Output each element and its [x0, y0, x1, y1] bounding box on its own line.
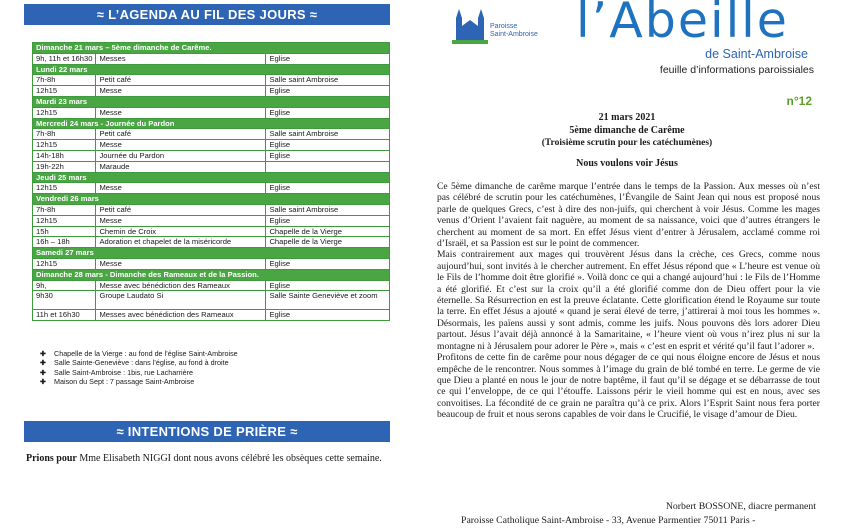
agenda-item-row [33, 310, 390, 321]
agenda-day-label: Samedi 27 mars [33, 248, 390, 259]
agenda-day-row [33, 248, 390, 259]
agenda-item-row [33, 86, 390, 97]
agenda-time: 7h-8h [33, 204, 96, 215]
agenda-item-row [33, 258, 390, 269]
agenda-day-row [33, 194, 390, 205]
agenda-item-row [33, 129, 390, 140]
location-note-text: Maison du Sept : 7 passage Saint-Ambroise [54, 377, 195, 387]
agenda-day-label: Mercredi 24 mars - Journée du Pardon [33, 118, 390, 129]
agenda-item-row [33, 150, 390, 161]
article-scrutin: (Troisième scrutin pour les catéchumènes) [541, 138, 713, 148]
article-heading: Nous voulons voir Jésus [576, 158, 678, 169]
agenda-banner: ≈ L’AGENDA AU FIL DES JOURS ≈ [24, 4, 390, 25]
agenda-place: Eglise [266, 310, 390, 321]
location-note [40, 349, 238, 358]
article-date: 21 mars 2021 [598, 112, 656, 123]
agenda-item-row [33, 237, 390, 248]
agenda-place: Eglise [266, 215, 390, 226]
agenda-item-row [33, 161, 390, 172]
agenda-place: Salle Sainte Geneviève et zoom [266, 291, 390, 310]
agenda-event: Messe [96, 107, 266, 118]
newsletter-tagline: feuille d’informations paroissiales [659, 64, 814, 76]
agenda-event: Messe [96, 140, 266, 151]
agenda-place: Eglise [266, 140, 390, 151]
signature: Norbert BOSSONE, diacre permanent [665, 501, 816, 512]
agenda-item-row [33, 183, 390, 194]
agenda-event: Adoration et chapelet de la miséricorde [96, 237, 266, 248]
agenda-time: 12h15 [33, 215, 96, 226]
paragraph: Profitons de cette fin de carême pour nous dégager de ce qui nous éloigne encore de Jésus et nous empêche de le rencontrer. Nous sommes à l’image du grain de blé tombé en terre. Le germe de vie que Dieu a planté en nous le jour de notre baptême, il faut qu’il se dégage et se débarrasse de tout ce qui l’enveloppe, de ce qui l’étouffe. Laissons périr le vieil homme qui est en nous, avec ses convoitises. La fécondité de ce grain ne paraîtra qu’à ce prix. Alors l’Esprit Saint nous fera porter beaucoup de fruit et nous serons capables de voir dans le Crucifié, le visage d’amour de Dieu. [437, 352, 820, 421]
location-note-text: Salle Sainte-Geneviève : dans l’église, au fond à droite [54, 358, 229, 368]
agenda-place: Eglise [266, 150, 390, 161]
agenda-day-label: Lundi 22 mars [33, 64, 390, 75]
agenda-event: Messes [96, 53, 266, 64]
agenda-event: Petit café [96, 129, 266, 140]
agenda-event: Maraude [96, 161, 266, 172]
agenda-item-row [33, 291, 390, 310]
agenda-time: 14h-18h [33, 150, 96, 161]
intentions-banner: ≈ INTENTIONS DE PRIÈRE ≈ [24, 421, 390, 442]
agenda-time: 15h [33, 226, 96, 237]
agenda-place: Eglise [266, 280, 390, 291]
agenda-item-row [33, 226, 390, 237]
agenda-day-label: Dimanche 28 mars - Dimanche des Rameaux et de la Passion. [33, 269, 390, 280]
agenda-day-label: Vendredi 26 mars [33, 194, 390, 205]
agenda-time: 12h15 [33, 183, 96, 194]
agenda-event: Messe [96, 183, 266, 194]
agenda-place: Salle saint Ambroise [266, 204, 390, 215]
agenda-time: 12h15 [33, 86, 96, 97]
agenda-time: 19h-22h [33, 161, 96, 172]
agenda-place: Eglise [266, 183, 390, 194]
issue-number: n°12 [786, 94, 812, 108]
cross-bullet-icon: ✚ [40, 358, 47, 368]
footer-address: Paroisse Catholique Saint-Ambroise - 33, Avenue Parmentier 75011 Paris - [461, 515, 756, 526]
location-note [40, 377, 238, 386]
agenda-event: Petit café [96, 75, 266, 86]
agenda-place [266, 161, 390, 172]
agenda-place: Salle saint Ambroise [266, 75, 390, 86]
prayer-text: Mme Elisabeth NIGGI dont nous avons célébré les obsèques cette semaine. [76, 453, 382, 464]
agenda-event: Messe [96, 258, 266, 269]
prayer-intention [26, 452, 390, 465]
location-note-text: Chapelle de la Vierge : au fond de l’église Saint-Ambroise [54, 349, 238, 358]
location-note [40, 368, 238, 377]
agenda-place: Eglise [266, 107, 390, 118]
agenda-event: Chemin de Croix [96, 226, 266, 237]
agenda-time: 9h, 11h et 16h30 [33, 53, 96, 64]
agenda-time: 12h15 [33, 107, 96, 118]
newsletter-subtitle: de Saint-Ambroise [705, 47, 808, 61]
article-body [437, 181, 820, 421]
agenda-table [32, 42, 390, 321]
newsletter-title: l’Abeille [576, 0, 789, 49]
agenda-place: Chapelle de la Vierge [266, 226, 390, 237]
agenda-event: Messe avec bénédiction des Rameaux [96, 280, 266, 291]
paragraph: Ce 5ème dimanche de carême marque l’entrée dans le temps de la Passion. Aux messes où n’est pas célébré de scrutin pour les catéchumènes, l’Évangile de Saint Jean qui nous est proposé nous parle de quelques Grecs, c’est à dire des non-juifs, qui cherchent à voir Jésus. Comme les mages venus d’Orient l’avaient fait naguère, au moment de sa naissance, voici que d’autres étrangers le cherchent au moment de sa mort. En effet Jésus vient d’entrer à Jérusalem, acclamé comme roi d’Israël, et sa Passion est sur le point de commencer. [437, 181, 820, 250]
agenda-day-row [33, 64, 390, 75]
agenda-time: 12h15 [33, 258, 96, 269]
prayer-lead: Prions pour [26, 453, 77, 464]
agenda-event: Messe [96, 86, 266, 97]
cross-bullet-icon: ✚ [40, 377, 47, 387]
agenda-day-row [33, 172, 390, 183]
agenda-day-row [33, 269, 390, 280]
logo-parish-name: Paroisse Saint-Ambroise [490, 23, 538, 38]
agenda-day-label: Mardi 23 mars [33, 96, 390, 107]
agenda-item-row [33, 140, 390, 151]
agenda-event: Journée du Pardon [96, 150, 266, 161]
article-sunday: 5ème dimanche de Carême [569, 125, 685, 136]
agenda-item-row [33, 75, 390, 86]
agenda-item-row [33, 280, 390, 291]
agenda-time: 11h et 16h30 [33, 310, 96, 321]
agenda-place: Eglise [266, 53, 390, 64]
agenda-place: Eglise [266, 258, 390, 269]
agenda-time: 9h30 [33, 291, 96, 310]
agenda-event: Groupe Laudato Si [96, 291, 266, 310]
agenda-time: 9h, [33, 280, 96, 291]
agenda-time: 7h-8h [33, 129, 96, 140]
agenda-event: Petit café [96, 204, 266, 215]
agenda-day-row [33, 96, 390, 107]
agenda-day-label: Jeudi 25 mars [33, 172, 390, 183]
agenda-time: 16h – 18h [33, 237, 96, 248]
paragraph: Mais contrairement aux mages qui trouvèrent Jésus dans la crèche, ces Grecs, comme nous aujourd’hui, sont invités à le chercher autrement. En effet Jésus répond que « L’heure est venue où le Fils de l’homme doit être glorifié ». Voilà donc ce qui a changé aujourd’hui : le Fils de l’Homme a été glorifié. Et c’est sur la croix qu’il a été glorifié comme don de Dieu offert pour la vie éternelle. Sa Résurrection en est la preuve éclatante. Cette glorification étend le Royaume sur toute la terre. En effet Jésus a ajouté « quand je serai élevé de terre, j’attirerai à moi tous les hommes ». Désormais, les païens aussi y sont admis, comme les juifs. Nous pouvons dès lors adorer Dieu partout. Jésus l’avait déjà annoncé à la Samaritaine, « l’heure vient où vous n’irez plus ni sur la montagne ni à Jérusalem pour adorer le Père », mais « c’est en esprit et vérité qu’il faut l’adorer ». [437, 249, 820, 352]
agenda-time: 7h-8h [33, 75, 96, 86]
agenda-day-label: Dimanche 21 mars – 5ème dimanche de Carême. [33, 43, 390, 54]
agenda-day-row [33, 118, 390, 129]
agenda-event: Messes avec bénédiction des Rameaux [96, 310, 266, 321]
agenda-place: Salle saint Ambroise [266, 129, 390, 140]
cross-bullet-icon: ✚ [40, 349, 47, 358]
agenda-item-row [33, 204, 390, 215]
agenda-day-row [33, 43, 390, 54]
agenda-item-row [33, 215, 390, 226]
location-note-text: Salle Saint-Ambroise : 1bis, rue Lacharrière [54, 367, 194, 377]
agenda-item-row [33, 53, 390, 64]
agenda-time: 12h15 [33, 140, 96, 151]
location-note [40, 358, 238, 367]
cross-bullet-icon: ✚ [40, 367, 47, 377]
agenda-place: Eglise [266, 86, 390, 97]
location-notes [40, 349, 238, 387]
agenda-place: Chapelle de la Vierge [266, 237, 390, 248]
agenda-item-row [33, 107, 390, 118]
agenda-event: Messe [96, 215, 266, 226]
